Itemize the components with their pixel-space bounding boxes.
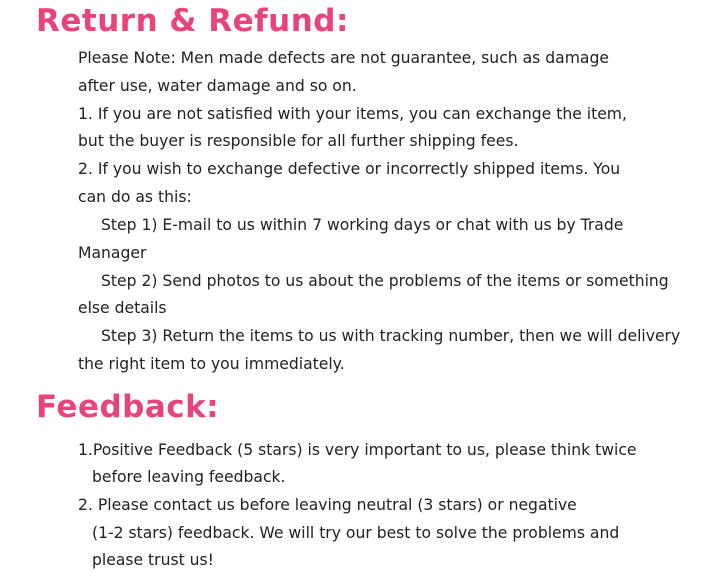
return-step-2b: else details [78,299,167,317]
feedback-heading: Feedback: [36,389,220,425]
return-line-2a: 2. If you wish to exchange defective or incorrectly shipped items. You [78,160,621,178]
return-line-note-1: Please Note: Men made defects are not guarantee, such as damage [78,49,609,67]
feedback-line-1b: before leaving feedback. [92,468,286,486]
return-step-3b: the right item to you immediately. [78,355,345,373]
return-line-1a: 1. If you are not satisfied with your items, you can exchange the item, [78,105,627,123]
return-line-note-2: after use, water damage and so on. [78,77,357,95]
return-line-2b: can do as this: [78,188,192,206]
return-step-3a: Step 3) Return the items to us with tracking number, then we will delivery [101,327,681,345]
return-line-1b: but the buyer is responsible for all further shipping fees. [78,132,519,150]
return-step-1b: Manager [78,244,147,262]
return-step-1a: Step 1) E-mail to us within 7 working days or chat with us by Trade [101,216,624,234]
feedback-line-2a: 2. Please contact us before leaving neutral (3 stars) or negative [78,496,577,514]
return-refund-heading: Return & Refund: [36,3,349,39]
feedback-line-2b: (1-2 stars) feedback. We will try our best to solve the problems and [92,524,620,542]
return-step-2a: Step 2) Send photos to us about the problems of the items or something [101,272,669,290]
feedback-line-1a: 1.Positive Feedback (5 stars) is very important to us, please think twice [78,441,637,459]
feedback-line-2c: please trust us! [92,551,214,569]
